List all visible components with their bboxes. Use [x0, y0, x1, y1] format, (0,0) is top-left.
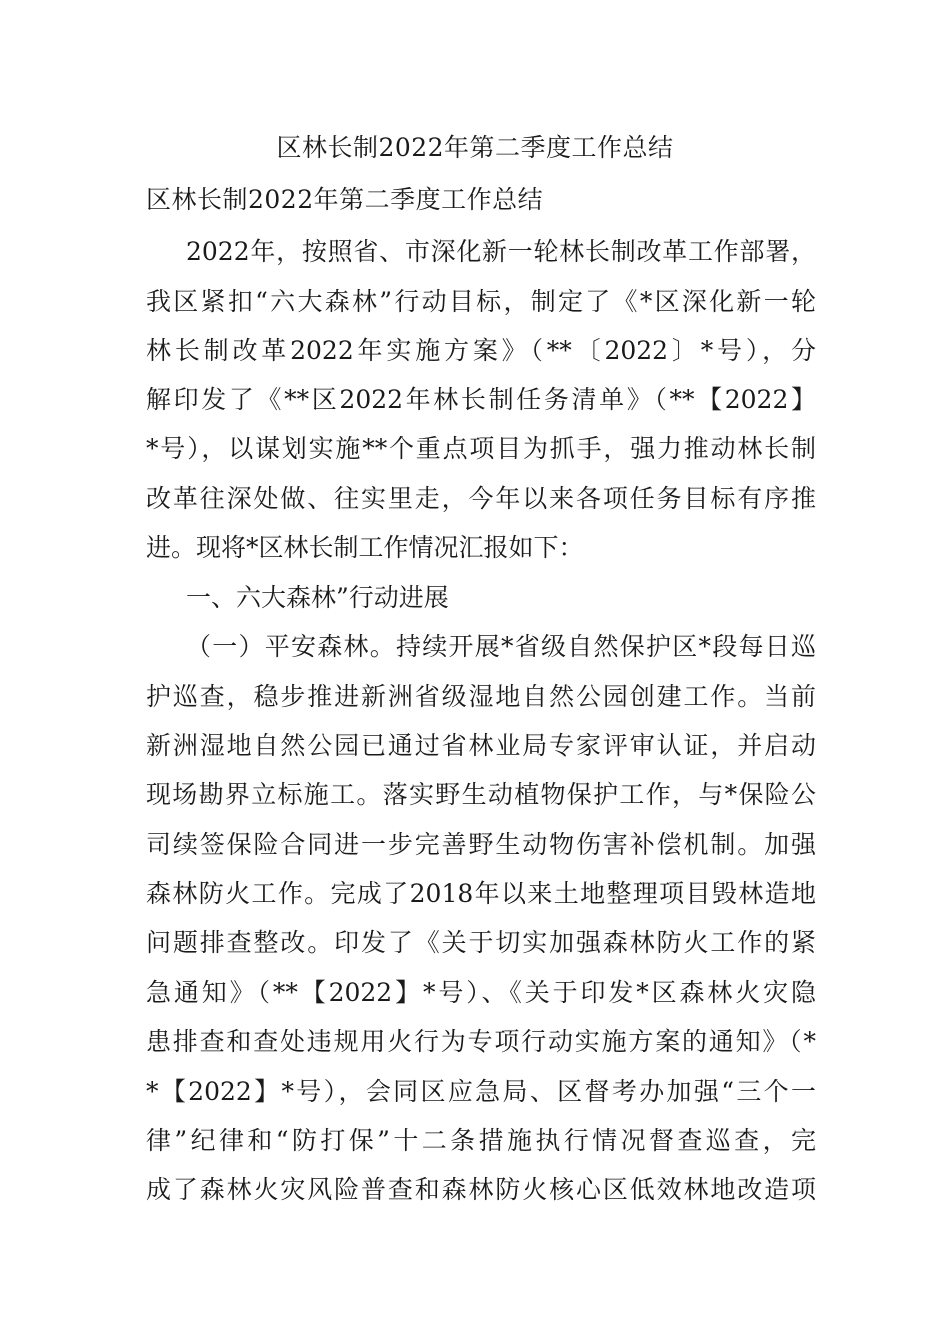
- section-heading: 一、六大森林”行动进展: [186, 583, 449, 612]
- paragraph-line: 解印发了《**区2022年林长制任务清单》（**【2022】: [146, 385, 816, 414]
- paragraph-line: 改革往深处做、往实里走，今年以来各项任务目标有序推: [146, 484, 816, 513]
- paragraph-line: 我区紧扣“六大森林”行动目标，制定了《*区深化新一轮: [146, 287, 816, 316]
- document-subtitle: 区林长制2022年第二季度工作总结: [146, 185, 544, 214]
- paragraph-line: 森林防火工作。完成了2018年以来土地整理项目毁林造地: [146, 879, 816, 908]
- paragraph-line: 林长制改革2022年实施方案》（**〔2022〕*号），分: [146, 336, 816, 365]
- paragraph-line: 进。现将*区林长制工作情况汇报如下：: [146, 533, 584, 562]
- paragraph-line: 急通知》（**【2022】*号）、《关于印发*区森林火灾隐: [146, 978, 816, 1007]
- paragraph-line: *【2022】*号），会同区应急局、区督考办加强“三个一: [146, 1077, 816, 1106]
- paragraph-line: 问题排查整改。印发了《关于切实加强森林防火工作的紧: [146, 928, 816, 957]
- paragraph-line: 患排查和查处违规用火行为专项行动实施方案的通知》（*: [146, 1027, 816, 1056]
- paragraph-line: 新洲湿地自然公园已通过省林业局专家评审认证，并启动: [146, 731, 816, 760]
- document-title: 区林长制2022年第二季度工作总结: [276, 133, 674, 162]
- paragraph-line: （一）平安森林。持续开展*省级自然保护区*段每日巡: [186, 632, 816, 661]
- paragraph-line: 现场勘界立标施工。落实野生动植物保护工作，与*保险公: [146, 780, 816, 809]
- paragraph-line: 律”纪律和“防打保”十二条措施执行情况督查巡查，完: [146, 1126, 816, 1155]
- paragraph-line: 护巡查，稳步推进新洲省级湿地自然公园创建工作。当前: [146, 682, 816, 711]
- paragraph-line: 2022年，按照省、市深化新一轮林长制改革工作部署，: [186, 237, 816, 266]
- paragraph-line: 成了森林火灾风险普查和森林防火核心区低效林地改造项: [146, 1175, 816, 1204]
- paragraph-line: *号），以谋划实施**个重点项目为抓手，强力推动林长制: [146, 434, 816, 463]
- paragraph-line: 司续签保险合同进一步完善野生动物伤害补偿机制。加强: [146, 830, 816, 859]
